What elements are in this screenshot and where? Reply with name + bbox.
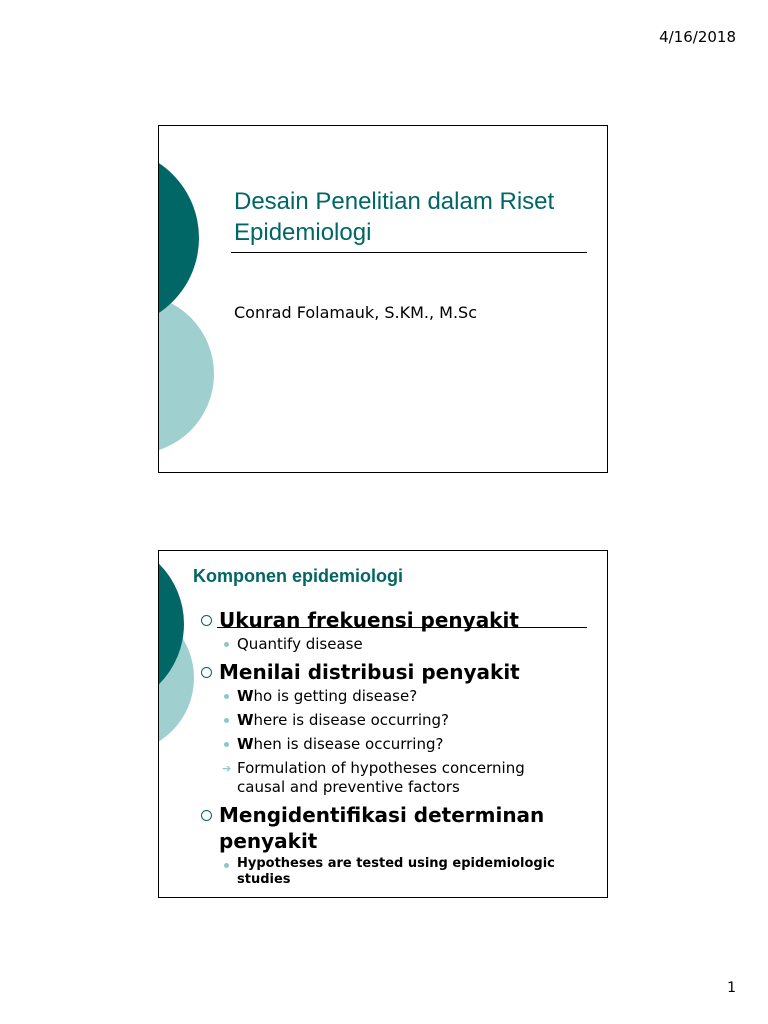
slide-title-line-1: Desain Penelitian dalam Riset <box>234 188 555 215</box>
slide-title <box>234 186 584 248</box>
dot-bullet-icon <box>224 863 229 868</box>
sub-bullet-item <box>201 759 601 797</box>
bullet-item <box>201 659 601 685</box>
title-divider <box>231 252 587 253</box>
slide-1 <box>158 125 608 473</box>
sub-bullet-text-line-2: causal and preventive factors <box>237 778 460 796</box>
bullet-item <box>201 802 601 854</box>
sub-bullet-text-line-1: Hypotheses are tested using epidemiologic <box>237 856 555 871</box>
dot-bullet-icon <box>224 642 229 647</box>
page-date: 4/16/2018 <box>659 28 736 46</box>
sub-bullet-text: ho is getting disease? <box>253 687 418 705</box>
sub-bullet-item <box>201 687 601 706</box>
sub-bullet-text: here is disease occurring? <box>253 711 450 729</box>
circle-bullet-icon <box>201 810 212 821</box>
sub-bullet-item <box>201 856 601 888</box>
author-name: Conrad Folamauk, S.KM., M.Sc <box>234 303 478 322</box>
slide-title: Komponen epidemiologi <box>193 566 403 586</box>
sub-bullet-item <box>201 635 601 654</box>
sub-bullet-text: Quantify disease <box>237 635 363 653</box>
sub-bullet-item <box>201 735 601 754</box>
sub-bullet-text: hen is disease occurring? <box>253 735 444 753</box>
arrow-bullet-icon: ➔ <box>222 762 232 775</box>
sub-bullet-initial: W <box>237 687 254 705</box>
circle-bullet-icon <box>201 615 212 626</box>
bullet-text: Ukuran frekuensi penyakit <box>219 608 519 632</box>
decorative-circle-light <box>158 294 214 454</box>
decorative-circle-dark <box>158 148 199 328</box>
slide-2 <box>158 550 608 898</box>
dot-bullet-icon <box>224 694 229 699</box>
slide-title-line-2: Epidemiologi <box>234 219 372 246</box>
sub-bullet-initial: W <box>237 711 254 729</box>
sub-bullet-text-line-1: Formulation of hypotheses concerning <box>237 759 525 777</box>
sub-bullet-initial: W <box>237 735 254 753</box>
slide-body <box>201 607 601 893</box>
circle-bullet-icon <box>201 667 212 678</box>
page-number: 1 <box>727 980 736 996</box>
sub-bullet-text-line-2: studies <box>237 872 291 887</box>
bullet-text-line-1: Mengidentifikasi determinan <box>219 803 545 827</box>
sub-bullet-item <box>201 711 601 730</box>
dot-bullet-icon <box>224 742 229 747</box>
dot-bullet-icon <box>224 718 229 723</box>
bullet-text: Menilai distribusi penyakit <box>219 660 520 684</box>
bullet-item <box>201 607 601 633</box>
bullet-text-line-2: penyakit <box>219 829 318 853</box>
